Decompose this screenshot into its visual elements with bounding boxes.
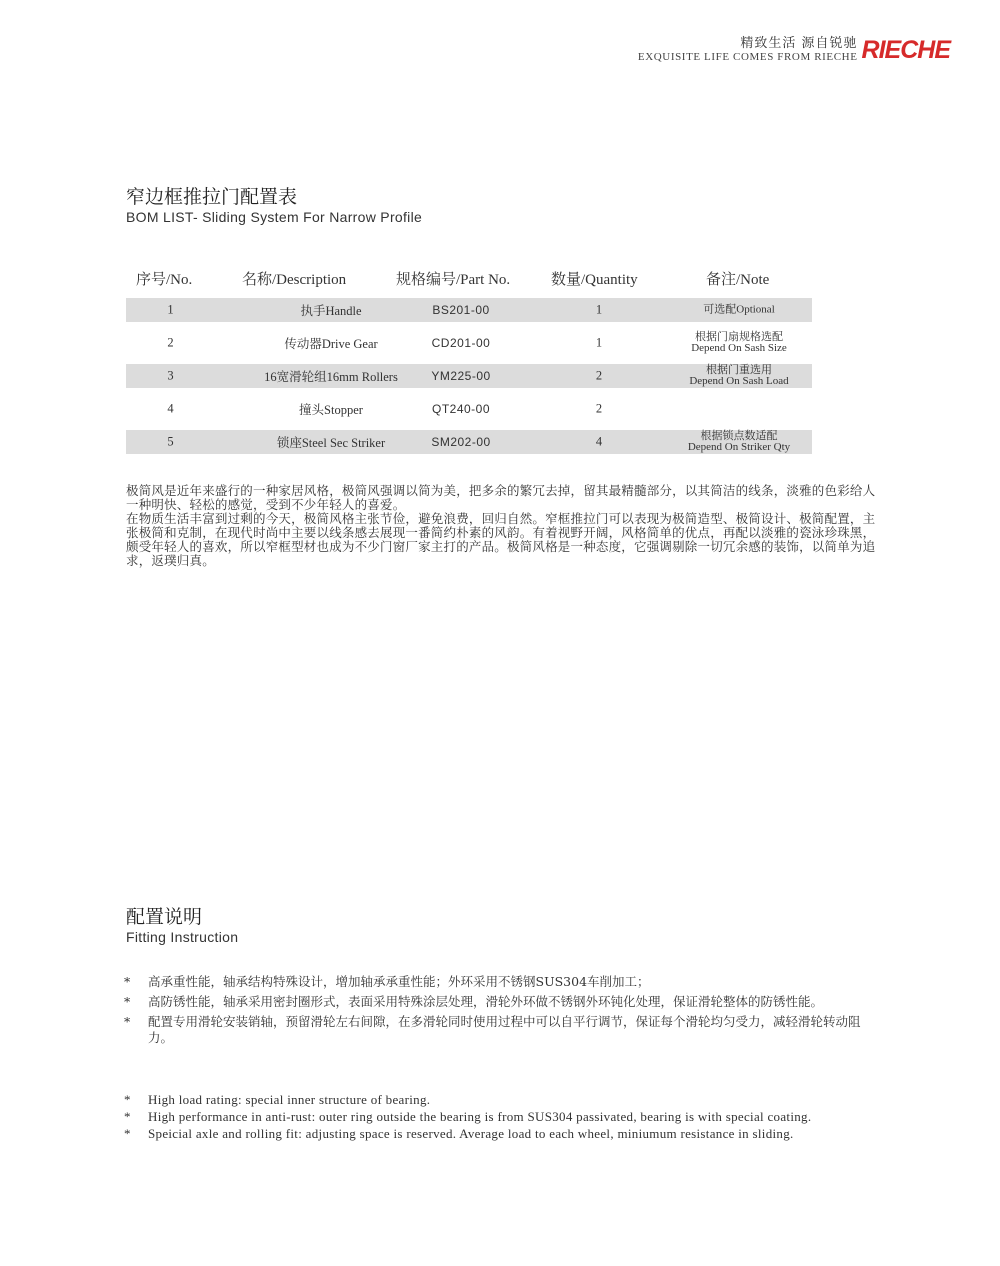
slogan-en: EXQUISITE LIFE COMES FROM RIECHE <box>637 51 858 63</box>
row-description: 16宽滑轮组16mm Rollers <box>264 370 398 384</box>
bom-title-en: BOM LIST- Sliding System For Narrow Profile <box>126 209 423 225</box>
col-no: 序号/No. <box>136 272 193 288</box>
list-item-text: 高承重性能，轴承结构特殊设计，增加轴承承重性能；外环采用不锈钢SUS304车削加工； <box>148 974 650 989</box>
slogan-cn: 精致生活 源自锐驰 <box>740 36 858 51</box>
row-quantity: 2 <box>595 401 603 416</box>
table-row <box>126 430 812 454</box>
col-note: 备注/Note <box>706 272 770 288</box>
table-row <box>126 364 812 388</box>
col-part-no: 规格编号/Part No. <box>396 272 511 288</box>
row-no: 2 <box>167 335 174 350</box>
bom-title-cn: 窄边框推拉门配置表 <box>126 186 298 208</box>
row-description: 传动器Drive Gear <box>284 337 378 351</box>
row-note <box>664 431 814 453</box>
list-item <box>124 1092 884 1108</box>
bullet-icon: * <box>124 1014 131 1029</box>
note-en: Depend On Sash Size <box>691 342 787 354</box>
fitting-title <box>126 906 238 946</box>
intro-text <box>126 484 878 568</box>
list-item <box>124 1014 884 1046</box>
bullet-icon: * <box>124 974 131 989</box>
row-part-no: QT240-00 <box>431 402 491 416</box>
row-quantity: 1 <box>595 302 603 317</box>
row-no: 4 <box>167 401 174 416</box>
bom-table <box>126 298 812 461</box>
row-quantity: 2 <box>595 368 603 383</box>
bullet-icon: * <box>124 1109 131 1124</box>
fitting-title-cn: 配置说明 <box>126 906 203 928</box>
row-part-no: SM202-00 <box>431 435 491 449</box>
brand-header <box>638 36 950 64</box>
row-note <box>664 305 814 316</box>
table-row <box>126 395 812 423</box>
row-part-no: BS201-00 <box>432 303 490 317</box>
row-description: 撞头Stopper <box>299 403 363 417</box>
slogan <box>638 36 858 64</box>
row-no: 5 <box>167 434 174 449</box>
row-quantity: 1 <box>595 335 603 350</box>
intro-paragraph: 在物质生活丰富到过剩的今天，极简风格主张节俭，避免浪费，回归自然。窄框推拉门可以表现为极简造型、极简设计、极简配置，主张极简和克制，在现代时尚中主要以线条感去展现一番简约朴素的风韵。有着视野开阔，风格简单的优点，再配以淡雅的瓷泳珍珠黑，颇受年轻人的喜欢，所以窄框型材也成为不少门窗厂家主打的产品。极简风格是一种态度，它强调剔除一切冗余感的装饰，以简单为追求，返璞归真。 <box>126 511 876 568</box>
row-part-no: CD201-00 <box>431 336 491 350</box>
col-description: 名称/Description <box>242 272 347 288</box>
list-item <box>124 994 884 1010</box>
list-item-text: 配置专用滑轮安装销轴，预留滑轮左右间隙，在多滑轮同时使用过程中可以自平行调节，保证每个滑轮均匀受力，减轻滑轮转动阻力。 <box>148 1014 861 1045</box>
list-item <box>124 1126 884 1142</box>
bom-table-header <box>126 268 812 288</box>
note-en: Depend On Striker Qty <box>687 441 791 453</box>
bom-title <box>126 186 422 226</box>
bullet-icon: * <box>124 1092 131 1107</box>
row-part-no: YM225-00 <box>431 369 491 383</box>
note-en: Depend On Sash Load <box>689 375 789 387</box>
note-cn: 根据门扇规格选配 <box>695 331 783 343</box>
bullet-icon: * <box>124 994 131 1009</box>
bullet-icon: * <box>124 1126 131 1141</box>
list-item-text: 高防锈性能，轴承采用密封圈形式，表面采用特殊涂层处理，滑轮外环做不锈钢外环钝化处理，保证滑轮整体的防锈性能。 <box>148 994 824 1009</box>
row-note <box>664 365 814 387</box>
list-item-text: Speicial axle and rolling fit: adjusting space is reserved. Average load to each wheel, miniumum resistance in sliding. <box>148 1126 794 1141</box>
list-item-text: High load rating: special inner structure of bearing. <box>148 1092 431 1107</box>
row-description: 执手Handle <box>300 304 362 318</box>
col-quantity: 数量/Quantity <box>551 272 638 288</box>
row-quantity: 4 <box>595 434 603 449</box>
rieche-logo: RIECHE <box>861 36 950 64</box>
note-cn: 可选配Optional <box>703 303 775 316</box>
list-item <box>124 974 884 990</box>
row-no: 1 <box>167 302 174 317</box>
row-description: 锁座Steel Sec Striker <box>276 436 386 450</box>
note-cn: 根据锁点数适配 <box>700 430 778 442</box>
note-cn: 根据门重选用 <box>706 364 772 376</box>
table-row <box>126 329 812 357</box>
fitting-list-cn <box>124 974 884 1050</box>
list-item <box>124 1109 884 1125</box>
table-row <box>126 298 812 322</box>
fitting-list-en <box>124 1092 884 1143</box>
fitting-title-en: Fitting Instruction <box>126 929 239 945</box>
row-note <box>664 332 814 354</box>
list-item-text: High performance in anti-rust: outer ring outside the bearing is from SUS304 passivated, bearing is with special coating. <box>148 1109 812 1124</box>
row-no: 3 <box>167 368 174 383</box>
intro-paragraph: 极简风是近年来盛行的一种家居风格，极简风强调以简为美，把多余的繁冗去掉，留其最精髓部分，以其简洁的线条，淡雅的色彩给人一种明快、轻松的感觉，受到不少年轻人的喜爱。 <box>126 483 876 512</box>
